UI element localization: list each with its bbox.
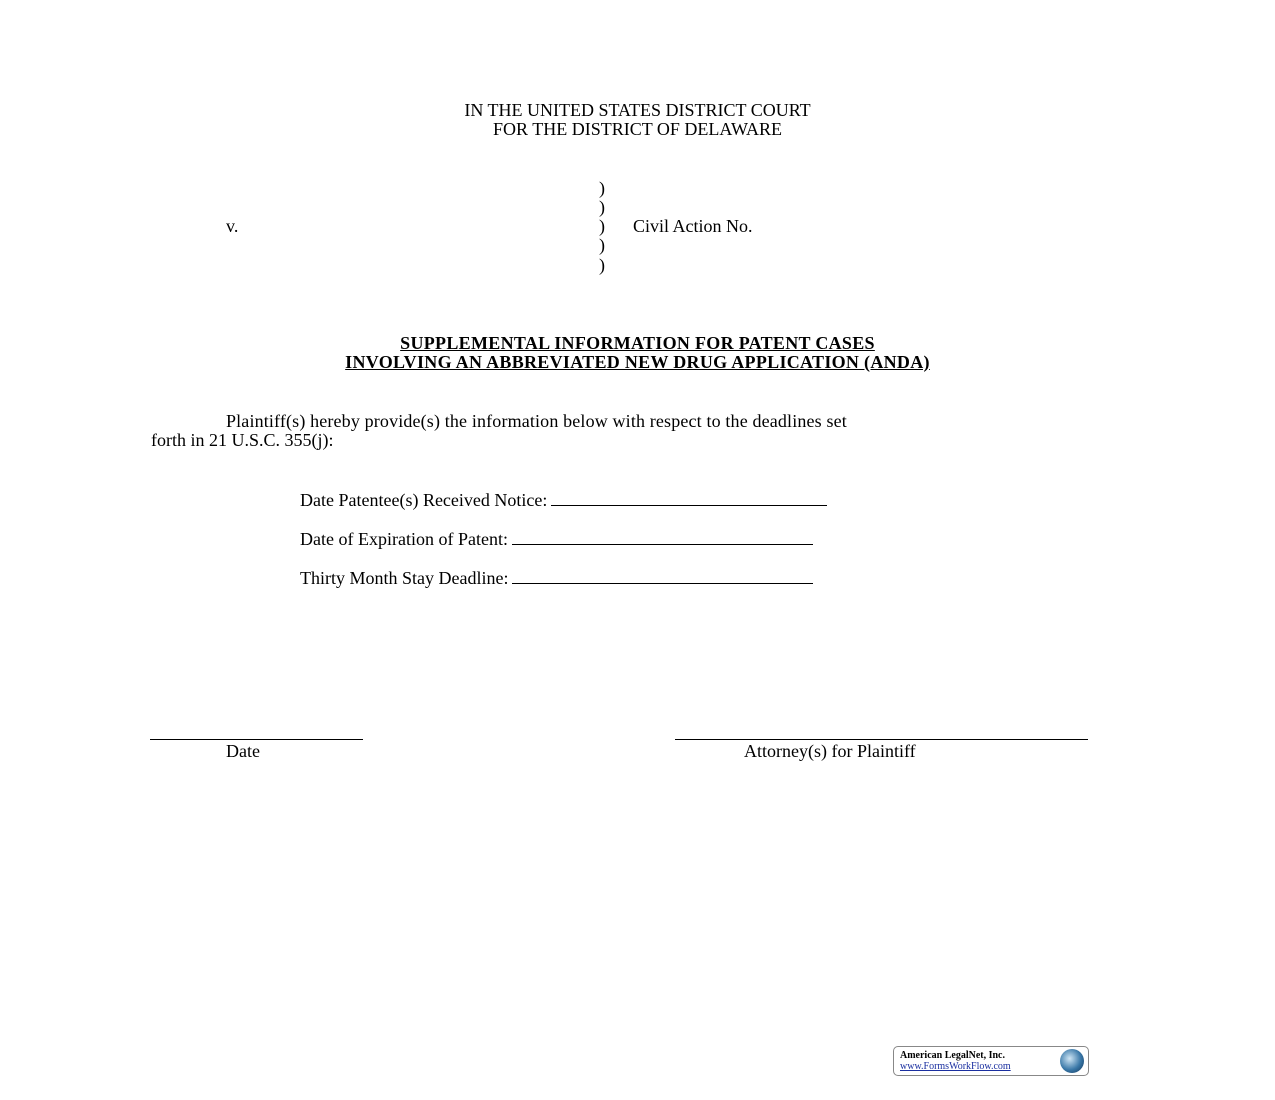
footer-logo[interactable]	[893, 1046, 1089, 1076]
intro-line2: forth in 21 U.S.C. 355(j):	[151, 430, 334, 450]
court-name: IN THE UNITED STATES DISTRICT COURT	[464, 100, 811, 120]
attorney-signature-line[interactable]	[675, 739, 1088, 740]
field-expiration-date[interactable]	[300, 527, 813, 549]
document-title-line1: SUPPLEMENTAL INFORMATION FOR PATENT CASES	[400, 333, 875, 353]
field-blank[interactable]	[512, 566, 813, 584]
caption-paren: )	[599, 216, 605, 236]
caption-paren: )	[599, 235, 605, 255]
field-blank[interactable]	[512, 527, 813, 545]
date-signature-line[interactable]	[150, 739, 363, 740]
logo-url-link[interactable]: www.FormsWorkFlow.com	[900, 1061, 1011, 1072]
field-label: Date of Expiration of Patent:	[300, 529, 508, 549]
field-stay-deadline[interactable]	[300, 566, 813, 588]
district-name: FOR THE DISTRICT OF DELAWARE	[493, 119, 782, 139]
caption-paren: )	[599, 197, 605, 217]
versus-label: v.	[226, 216, 239, 236]
field-notice-date[interactable]	[300, 488, 827, 510]
date-label: Date	[226, 741, 260, 761]
logo-company: American LegalNet, Inc.	[900, 1050, 1005, 1061]
field-label: Thirty Month Stay Deadline:	[300, 568, 509, 588]
attorney-label: Attorney(s) for Plaintiff	[744, 741, 916, 761]
document-title-line2: INVOLVING AN ABBREVIATED NEW DRUG APPLICATION (ANDA)	[345, 352, 930, 372]
caption-paren: )	[599, 255, 605, 275]
caption-paren: )	[599, 178, 605, 198]
intro-line1: Plaintiff(s) hereby provide(s) the information below with respect to the deadlines set	[226, 411, 847, 431]
field-blank[interactable]	[551, 488, 827, 506]
civil-action-label: Civil Action No.	[633, 216, 753, 236]
field-label: Date Patentee(s) Received Notice:	[300, 490, 548, 510]
globe-icon	[1060, 1049, 1084, 1073]
